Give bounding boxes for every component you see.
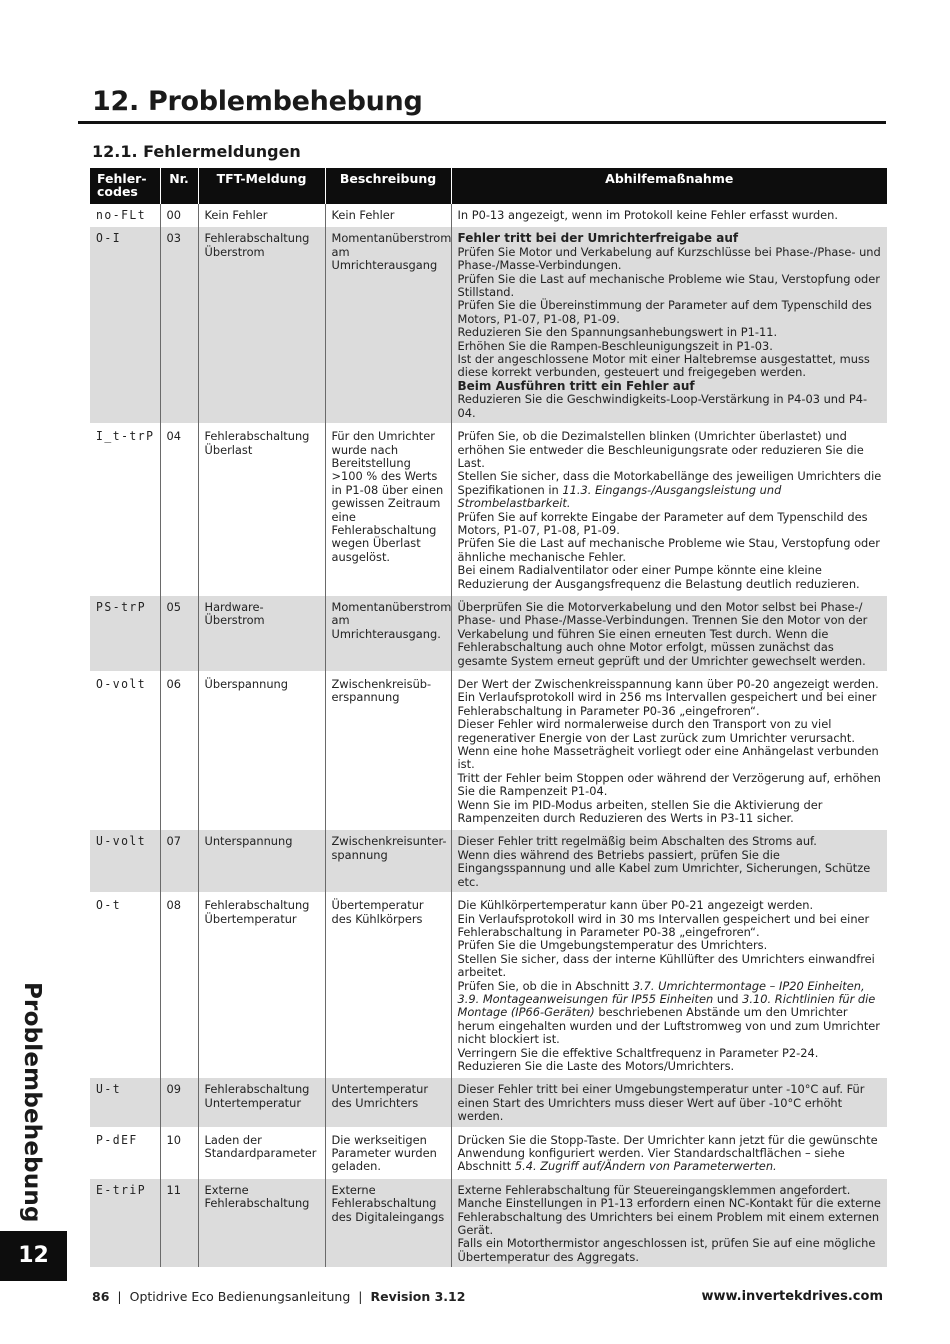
tft-message-cell bbox=[198, 830, 325, 892]
remedy-line bbox=[458, 1134, 883, 1174]
description-cell-text: Für den Umrichter wurde nach Bereitstellung >100 % des Werts in P1-08 über einen gewissen Zeitraum eine Fehlerabschaltung wegen Überlast ausgelöst. bbox=[331, 429, 444, 564]
fault-number-cell bbox=[160, 1129, 198, 1177]
description-cell-text: Übertemperatur des Kühlkörpers bbox=[331, 898, 424, 926]
remedy-line bbox=[458, 511, 883, 538]
fault-code-cell-text: U-t bbox=[96, 1081, 122, 1097]
remedy-text: In P0-13 angezeigt, wenn im Protokoll keine Fehler erfasst wurden. bbox=[457, 208, 839, 222]
description-cell bbox=[325, 1129, 451, 1177]
tft-message-cell bbox=[198, 1078, 325, 1126]
description-cell-text: Zwischenkreisüb-erspannung bbox=[331, 677, 432, 705]
remedy-line bbox=[458, 678, 883, 691]
fault-number-cell bbox=[160, 425, 198, 594]
remedy-line bbox=[458, 246, 883, 273]
remedy-text: Prüfen Sie Motor und Verkabelung auf Kurzschlüsse bei Phase-/Phase- und Phase-/Masse-Verbindungen. bbox=[457, 244, 881, 273]
fault-code-cell-text: no-FLt bbox=[96, 207, 147, 223]
tft-message-cell bbox=[198, 894, 325, 1076]
remedy-line bbox=[458, 799, 883, 826]
side-chapter-label bbox=[15, 982, 45, 1223]
table-row bbox=[90, 830, 887, 892]
remedy-text: Falls ein Motorthermistor angeschlossen ist, prüfen Sie auf eine mögliche Übertemperatur des Aggregats. bbox=[457, 1236, 876, 1264]
remedy-line bbox=[458, 913, 883, 940]
description-cell bbox=[325, 425, 451, 594]
remedy-text: beschriebenen Abstände um den Umrichter herum eingehalten wurden und der Luftstromweg von und zum Umrichter nicht blockiert ist. bbox=[457, 1005, 880, 1047]
remedy-reference: 3.7. Umrichtermontage – IP20 Einheiten, 3.9. Montageanweisungen für IP55 Einheiten bbox=[457, 978, 865, 1006]
fault-number-cell bbox=[160, 894, 198, 1076]
footer-separator: | bbox=[117, 1289, 122, 1304]
remedy-text: Dieser Fehler wird normalerweise durch den Transport von zu viel regenerativer Energie von der Last zurück zum Umrichter verursacht. Wenn eine hohe Masseträgheit vorliegt oder eine Anhängelast verbunden ist. bbox=[457, 717, 879, 772]
footer-revision: Revision 3.12 bbox=[370, 1289, 466, 1304]
remedy-text: Externe Fehlerabschaltung für Steuereingangsklemmen angefordert. bbox=[457, 1182, 851, 1197]
tft-message-cell bbox=[198, 227, 325, 423]
fault-code-cell-text: P-dEF bbox=[96, 1132, 138, 1147]
table-row bbox=[90, 673, 887, 828]
remedy-line bbox=[458, 209, 883, 222]
remedy-text: Prüfen Sie, ob die in Abschnitt bbox=[457, 978, 633, 993]
description-cell-text: Momentanüberstrom am Umrichterausgang. bbox=[331, 599, 452, 641]
remedy-text: Prüfen Sie, ob die Dezimalstellen blinken (Umrichter überlastet) und erhöhen Sie entweder die Beschleunigungsrate oder reduzieren Sie die Last. bbox=[457, 429, 864, 470]
remedy-line bbox=[458, 1197, 883, 1237]
footer-url[interactable]: www.invertekdrives.com bbox=[701, 1289, 883, 1304]
remedy-line bbox=[458, 718, 883, 772]
fault-code-cell-text: O-volt bbox=[96, 676, 147, 692]
tft-message-cell-text: Fehlerabschaltung Überstrom bbox=[204, 231, 310, 259]
tft-message-cell-text: Fehlerabschaltung Überlast bbox=[204, 429, 310, 457]
fault-number-cell-text: 11 bbox=[166, 1182, 181, 1197]
fault-code-cell-text: U-volt bbox=[96, 834, 147, 849]
tft-message-cell-text: Laden der Standardparameter bbox=[204, 1132, 317, 1160]
fault-code-cell bbox=[90, 204, 160, 225]
remedy-line bbox=[458, 772, 883, 799]
description-cell bbox=[325, 894, 451, 1076]
fault-code-cell-text: O-t bbox=[96, 897, 122, 913]
remedy-line bbox=[458, 691, 883, 718]
remedy-text: Dieser Fehler tritt regelmäßig beim Abschalten des Stroms auf. bbox=[457, 834, 817, 849]
tft-message-cell bbox=[198, 425, 325, 594]
page-heading: 12. Problembehebung bbox=[92, 86, 423, 117]
remedy-line bbox=[458, 1237, 883, 1264]
remedy-text: Reduzieren Sie den Spannungsanhebungswert in P1-11. bbox=[457, 325, 778, 340]
remedy-text: Prüfen Sie die Last auf mechanische Probleme wie Stau, Verstopfung oder Stillstand. bbox=[457, 271, 880, 300]
table-row bbox=[90, 204, 887, 225]
section-heading: 12.1. Fehlermeldungen bbox=[92, 142, 301, 161]
remedy-cell bbox=[451, 204, 887, 225]
remedy-text: Prüfen Sie die Umgebungstemperatur des Umrichters. bbox=[457, 938, 768, 953]
remedy-text: Tritt der Fehler beim Stoppen oder während der Verzögerung auf, erhöhen Sie die Rampenzeit P1-04. bbox=[457, 770, 881, 799]
col-header-remedy: Abhilfemaßnahme bbox=[451, 168, 887, 204]
fault-code-cell-text: E-triP bbox=[96, 1182, 147, 1198]
fault-code-cell bbox=[90, 227, 160, 423]
footer bbox=[92, 1289, 465, 1304]
remedy-line bbox=[458, 939, 883, 952]
remedy-text: Ein Verlaufsprotokoll wird in 30 ms Intervallen gespeichert und bei einer Fehlerabschaltung in Parameter P0-38 „eingefroren“. bbox=[457, 911, 870, 939]
remedy-cell bbox=[451, 227, 887, 423]
fault-table-body bbox=[90, 204, 887, 1267]
remedy-text: Wenn Sie im PID-Modus arbeiten, stellen Sie die Aktivierung der Rampenzeiten durch Reduzieren des Werts in P3-11 sicher. bbox=[457, 797, 823, 826]
description-cell-text: Zwischenkreisunter-spannung bbox=[331, 834, 447, 862]
remedy-reference: 5.4. Zugriff auf/Ändern von Parameterwerten. bbox=[514, 1159, 777, 1174]
remedy-text: Beim Ausführen tritt ein Fehler auf bbox=[457, 378, 695, 393]
remedy-text: Prüfen Sie die Übereinstimmung der Parameter auf dem Typenschild des Motors, P1-07, P1-08, P1-09. bbox=[457, 298, 872, 326]
fault-number-cell-text: 09 bbox=[166, 1082, 181, 1097]
remedy-text: Wenn dies während des Betriebs passiert, prüfen Sie die Eingangsspannung und alle Kabel zum Umrichter, Sicherungen, Schütze etc. bbox=[457, 847, 871, 889]
fault-number-cell-text: 07 bbox=[166, 834, 181, 849]
remedy-text: Verringern Sie die effektive Schaltfrequenz in Parameter P2-24. bbox=[457, 1045, 819, 1060]
side-label-text: Problembehebung bbox=[19, 982, 45, 1223]
description-cell-text: Kein Fehler bbox=[331, 208, 395, 222]
fault-number-cell bbox=[160, 830, 198, 892]
description-cell bbox=[325, 1078, 451, 1126]
fault-number-cell-text: 03 bbox=[166, 231, 181, 246]
tft-message-cell bbox=[198, 673, 325, 828]
remedy-cell bbox=[451, 1129, 887, 1177]
remedy-reference: 11.3. Eingangs-/Ausgangsleistung und Strombelastbarkeit. bbox=[457, 482, 782, 511]
remedy-line bbox=[458, 1184, 883, 1197]
table-row bbox=[90, 1129, 887, 1177]
footer-doc-title: Optidrive Eco Bedienungsanleitung bbox=[129, 1289, 351, 1304]
fault-code-cell bbox=[90, 673, 160, 828]
remedy-line bbox=[458, 380, 883, 393]
remedy-line bbox=[458, 953, 883, 980]
fault-number-cell bbox=[160, 1179, 198, 1267]
table-row bbox=[90, 1078, 887, 1126]
remedy-text: Erhöhen Sie die Rampen-Beschleunigungszeit in P1-03. bbox=[457, 338, 773, 353]
description-cell-text: Untertemperatur des Umrichters bbox=[331, 1082, 429, 1110]
remedy-line bbox=[458, 1060, 883, 1073]
remedy-line bbox=[458, 835, 883, 848]
remedy-cell bbox=[451, 1179, 887, 1267]
tft-message-cell-text: Überspannung bbox=[204, 677, 289, 691]
remedy-cell bbox=[451, 596, 887, 671]
fault-number-cell bbox=[160, 227, 198, 423]
description-cell bbox=[325, 204, 451, 225]
fault-number-cell bbox=[160, 204, 198, 225]
fault-number-cell-text: 08 bbox=[166, 898, 181, 913]
fault-table bbox=[90, 168, 887, 1267]
tft-message-cell-text: Fehlerabschaltung Übertemperatur bbox=[204, 898, 310, 926]
col-header-codes: Fehler- codes bbox=[90, 168, 160, 204]
remedy-line bbox=[458, 1047, 883, 1060]
remedy-text: und bbox=[713, 991, 743, 1006]
remedy-text: Drücken Sie die Stopp-Taste. Der Umrichter kann jetzt für die gewünschte Anwendung konfiguriert werden. Vier Standardschaltflächen – siehe Abschnitt bbox=[457, 1132, 878, 1174]
fault-code-cell bbox=[90, 1179, 160, 1267]
tft-message-cell-text: Fehlerabschaltung Untertemperatur bbox=[204, 1082, 310, 1110]
fault-code-cell bbox=[90, 596, 160, 671]
description-cell bbox=[325, 830, 451, 892]
fault-number-cell-text: 00 bbox=[166, 208, 181, 222]
remedy-line bbox=[458, 980, 883, 1047]
table-row bbox=[90, 425, 887, 594]
fault-code-cell bbox=[90, 830, 160, 892]
tft-message-cell bbox=[198, 1179, 325, 1267]
tft-message-cell bbox=[198, 1129, 325, 1177]
page-number: 86 bbox=[92, 1289, 110, 1304]
description-cell-text: Momentanüberstrom am Umrichterausgang bbox=[331, 231, 452, 273]
remedy-line bbox=[458, 849, 883, 889]
tft-message-cell-text: Externe Fehlerabschaltung bbox=[204, 1182, 310, 1211]
remedy-line bbox=[458, 899, 883, 912]
table-row bbox=[90, 894, 887, 1076]
fault-code-cell bbox=[90, 894, 160, 1076]
description-cell bbox=[325, 1179, 451, 1267]
table-row bbox=[90, 596, 887, 671]
remedy-text: Prüfen Sie die Last auf mechanische Probleme wie Stau, Verstopfung oder ähnliche mechanische Fehler. bbox=[457, 536, 880, 564]
fault-code-cell-text: PS-trP bbox=[96, 599, 147, 615]
remedy-text: Prüfen Sie auf korrekte Eingabe der Parameter auf dem Typenschild des Motors, P1-07, P1-08, P1-09. bbox=[457, 509, 868, 537]
remedy-line bbox=[458, 564, 883, 591]
fault-number-cell bbox=[160, 673, 198, 828]
fault-code-cell bbox=[90, 1078, 160, 1126]
remedy-line bbox=[458, 1083, 883, 1123]
fault-number-cell bbox=[160, 1078, 198, 1126]
remedy-line bbox=[458, 232, 883, 245]
remedy-line bbox=[458, 326, 883, 339]
remedy-text: Die Kühlkörpertemperatur kann über P0-21 angezeigt werden. bbox=[457, 898, 814, 913]
fault-code-cell-text: I_t-trP bbox=[96, 428, 155, 444]
col-header-tft: TFT-Meldung bbox=[198, 168, 325, 204]
tft-message-cell-text: Kein Fehler bbox=[204, 208, 268, 222]
remedy-text: Überprüfen Sie die Motorverkabelung und den Motor selbst bei Phase-/ Phase- und Phase-/Masse-Verbindungen. Trennen Sie den Motor von der Verkabelung und führen Sie einen erneuten Test durch. Wenn die Fehlerabschaltung auch ohne Motor erfolgt, müssen zunächst das gesamte System erneut geprüft und der Umrichter gewechselt werden. bbox=[457, 599, 868, 668]
remedy-cell bbox=[451, 830, 887, 892]
remedy-line bbox=[458, 273, 883, 300]
remedy-line bbox=[458, 430, 883, 470]
description-cell-text: Die werkseitigen Parameter wurden geladen. bbox=[331, 1132, 437, 1174]
remedy-line bbox=[458, 537, 883, 564]
description-cell bbox=[325, 227, 451, 423]
remedy-line bbox=[458, 470, 883, 510]
tft-message-cell-text: Hardware-Überstrom bbox=[204, 599, 265, 628]
fault-number-cell-text: 04 bbox=[166, 429, 181, 444]
remedy-line bbox=[458, 393, 883, 420]
tft-message-cell-text: Unterspannung bbox=[204, 834, 293, 849]
remedy-text: Manche Einstellungen in P1-13 erfordern einen NC-Kontakt für die externe Fehlerabschaltung des Umrichters bei einem Problem mit einem externen Gerät. bbox=[457, 1196, 881, 1238]
col-header-nr: Nr. bbox=[160, 168, 198, 204]
remedy-text: Bei einem Radialventilator oder einer Pumpe könnte eine kleine Reduzierung der Ausgangsfrequenz die Belastung deutlich reduzieren. bbox=[457, 563, 860, 591]
remedy-text: Stellen Sie sicher, dass die Motorkabellänge des jeweiligen Umrichters die Spezifikationen in bbox=[457, 469, 882, 497]
remedy-cell bbox=[451, 1078, 887, 1126]
fault-number-cell-text: 05 bbox=[166, 599, 181, 614]
heading-rule bbox=[78, 121, 886, 124]
remedy-text: Stellen Sie sicher, dass der interne Kühllüfter des Umrichters einwandfrei arbeitet. bbox=[457, 951, 875, 980]
remedy-cell bbox=[451, 425, 887, 594]
remedy-cell bbox=[451, 894, 887, 1076]
fault-code-cell-text: O-I bbox=[96, 231, 122, 246]
fault-number-cell bbox=[160, 596, 198, 671]
description-cell-text: Externe Fehlerabschaltung des Digitaleingangs bbox=[331, 1182, 445, 1224]
description-cell bbox=[325, 596, 451, 671]
remedy-text: Dieser Fehler tritt bei einer Umgebungstemperatur unter -10°C auf. Für einen Start des Umrichters muss dieser Wert auf über -10°C erhöht werden. bbox=[457, 1082, 865, 1124]
tft-message-cell bbox=[198, 204, 325, 225]
table-header-row bbox=[90, 168, 887, 204]
remedy-text: Ist der angeschlossene Motor mit einer Haltebremse ausgestattet, muss diese korrekt verbunden, gesteuert und freigegeben werden. bbox=[457, 352, 870, 380]
fault-number-cell-text: 06 bbox=[166, 677, 181, 691]
remedy-line bbox=[458, 601, 883, 668]
chapter-number-tab: 12 bbox=[0, 1231, 67, 1281]
fault-number-cell-text: 10 bbox=[166, 1132, 181, 1147]
remedy-text: Reduzieren Sie die Geschwindigkeits-Loop-Verstärkung in P4-03 und P4-04. bbox=[457, 392, 868, 420]
col-header-description: Beschreibung bbox=[325, 168, 451, 204]
remedy-text: Ein Verlaufsprotokoll wird in 256 ms Intervallen gespeichert und bei einer Fehlerabschaltung in Parameter P0-36 „eingefroren“. bbox=[457, 690, 877, 718]
table-row bbox=[90, 227, 887, 423]
remedy-text: Der Wert der Zwischenkreisspannung kann über P0-20 angezeigt werden. bbox=[457, 677, 879, 691]
footer-separator: | bbox=[358, 1289, 363, 1304]
remedy-cell bbox=[451, 673, 887, 828]
description-cell bbox=[325, 673, 451, 828]
fault-code-cell bbox=[90, 425, 160, 594]
remedy-reference: 3.10. Richtlinien für die Montage (IP66-Geräten) bbox=[457, 991, 876, 1020]
remedy-line bbox=[458, 299, 883, 326]
tft-message-cell bbox=[198, 596, 325, 671]
remedy-line bbox=[458, 340, 883, 353]
remedy-text: Fehler tritt bei der Umrichterfreigabe auf bbox=[457, 231, 739, 246]
remedy-text: Reduzieren Sie die Laste des Motors/Umrichters. bbox=[457, 1058, 735, 1073]
remedy-line bbox=[458, 353, 883, 380]
fault-code-cell bbox=[90, 1129, 160, 1177]
table-row bbox=[90, 1179, 887, 1267]
